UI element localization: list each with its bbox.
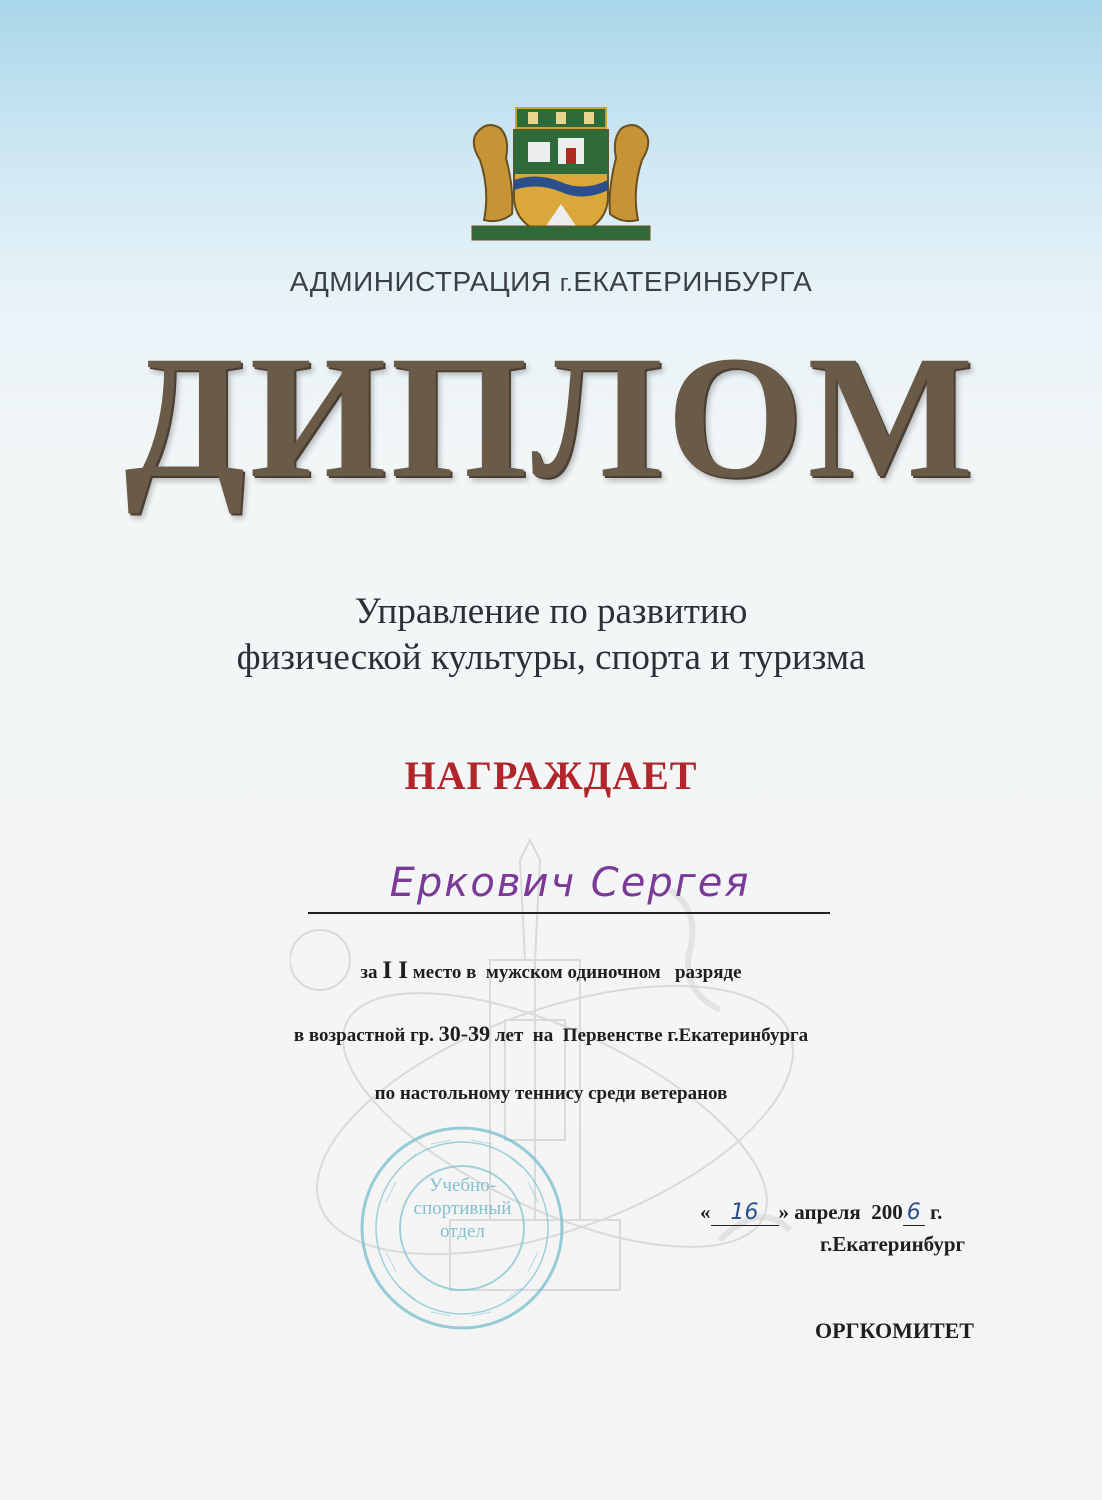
awards-label: НАГРАЖДАЕТ — [404, 753, 698, 798]
date-close-quote: » — [778, 1200, 789, 1224]
recipient-name-handwritten: Еркович Сергея — [389, 860, 751, 906]
line2-before: в возрастной гр. — [293, 1025, 435, 1046]
award-line-3: по настольному теннису среди ветеранов — [374, 1083, 728, 1104]
stamp-line-3: отдел — [440, 1221, 485, 1242]
admin-city: ЕКАТЕРИНБУРГА — [573, 266, 813, 297]
administration-heading — [0, 266, 1102, 298]
date-month: апреля — [794, 1200, 861, 1224]
diploma-title: ДИПЛОМ — [124, 320, 978, 515]
admin-main: АДМИНИСТРАЦИЯ — [289, 266, 552, 297]
coat-of-arms-emblem — [466, 104, 656, 244]
issuer-line-1: Управление по развитию — [354, 591, 748, 632]
stamp-line-2: спортивный — [413, 1198, 512, 1219]
date-year-digit-handwritten: 6 — [903, 1200, 925, 1226]
date-year-prefix: 200 — [871, 1200, 903, 1224]
date-day-handwritten: 16 — [711, 1200, 779, 1226]
stamp-line-1: Учебно- — [428, 1175, 497, 1196]
recipient-underline — [308, 912, 830, 914]
line1-after: место в мужском одиночном разряде — [412, 962, 742, 983]
line2-after: лет на Первенстве г.Екатеринбурга — [494, 1025, 809, 1046]
issuer-line-2: физической культуры, спорта и туризма — [236, 637, 866, 678]
award-line-1 — [0, 957, 1102, 985]
age-group: 30-39 — [438, 1021, 491, 1046]
line1-before: за — [360, 962, 378, 983]
award-date — [700, 1200, 942, 1226]
issue-city: г.Екатеринбург — [820, 1232, 966, 1256]
admin-prefix: г. — [559, 270, 574, 297]
date-year-suffix: г. — [929, 1200, 943, 1224]
place-value: I I — [382, 957, 409, 984]
date-open-quote: « — [700, 1200, 711, 1224]
organizing-committee: ОРГКОМИТЕТ — [815, 1318, 974, 1343]
award-line-2 — [0, 1021, 1102, 1047]
